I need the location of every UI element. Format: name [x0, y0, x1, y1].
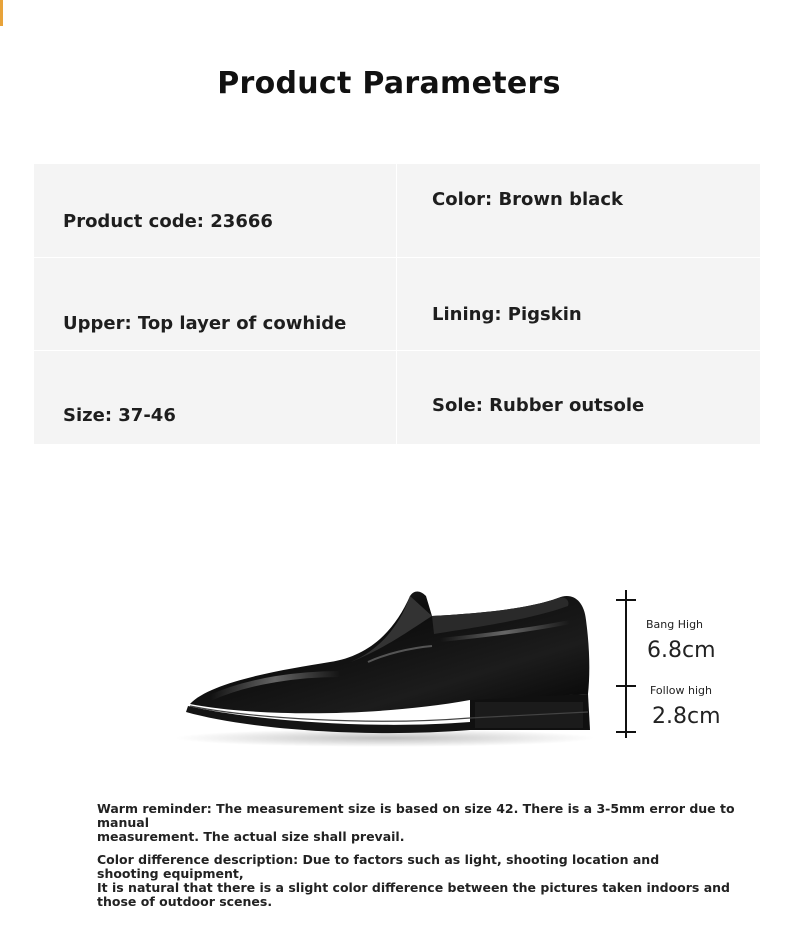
shoe-product-image [170, 570, 610, 770]
color-note-line-4: those of outdoor scenes. [97, 894, 273, 909]
measure-ruler-icon [612, 586, 652, 746]
warm-reminder-line-2: measurement. The actual size shall prevail. [97, 829, 405, 844]
param-cell-color [397, 164, 761, 258]
param-cell-upper [34, 258, 397, 351]
color-note-line-2: shooting equipment, [97, 866, 244, 881]
bang-high-label: Bang High [646, 618, 704, 631]
param-sole: Sole: Rubber outsole [432, 395, 645, 416]
param-upper: Upper: Top layer of cowhide [63, 312, 347, 334]
param-cell-product-code [34, 164, 397, 258]
color-difference-description [97, 853, 737, 909]
warm-reminder-line-1: Warm reminder: The measurement size is based on size 42. There is a 3-5mm error due to manual [97, 801, 735, 830]
shoe-illustration [170, 570, 610, 770]
color-note-line-1: Color difference description: Due to factors such as light, shooting location and [97, 852, 660, 867]
follow-high-value: 2.8cm [652, 704, 721, 729]
param-color: Color: Brown black [432, 189, 623, 210]
param-cell-sole [397, 351, 761, 445]
param-size: Size: 37-46 [63, 405, 176, 426]
follow-high-label: Follow high [650, 684, 712, 697]
param-cell-lining [397, 258, 761, 351]
color-note-line-3: It is natural that there is a slight color difference between the pictures taken indoors and [97, 880, 731, 895]
bang-high-value: 6.8cm [647, 638, 716, 663]
param-lining: Lining: Pigskin [432, 303, 582, 325]
param-cell-size [34, 351, 397, 445]
notes-section [97, 802, 737, 918]
warm-reminder [97, 802, 737, 844]
param-product-code: Product code: 23666 [63, 211, 273, 232]
height-measurement [612, 586, 752, 746]
corner-accent-mark [0, 0, 3, 26]
page-title: Product Parameters [217, 66, 561, 101]
product-parameters-table [34, 164, 761, 445]
